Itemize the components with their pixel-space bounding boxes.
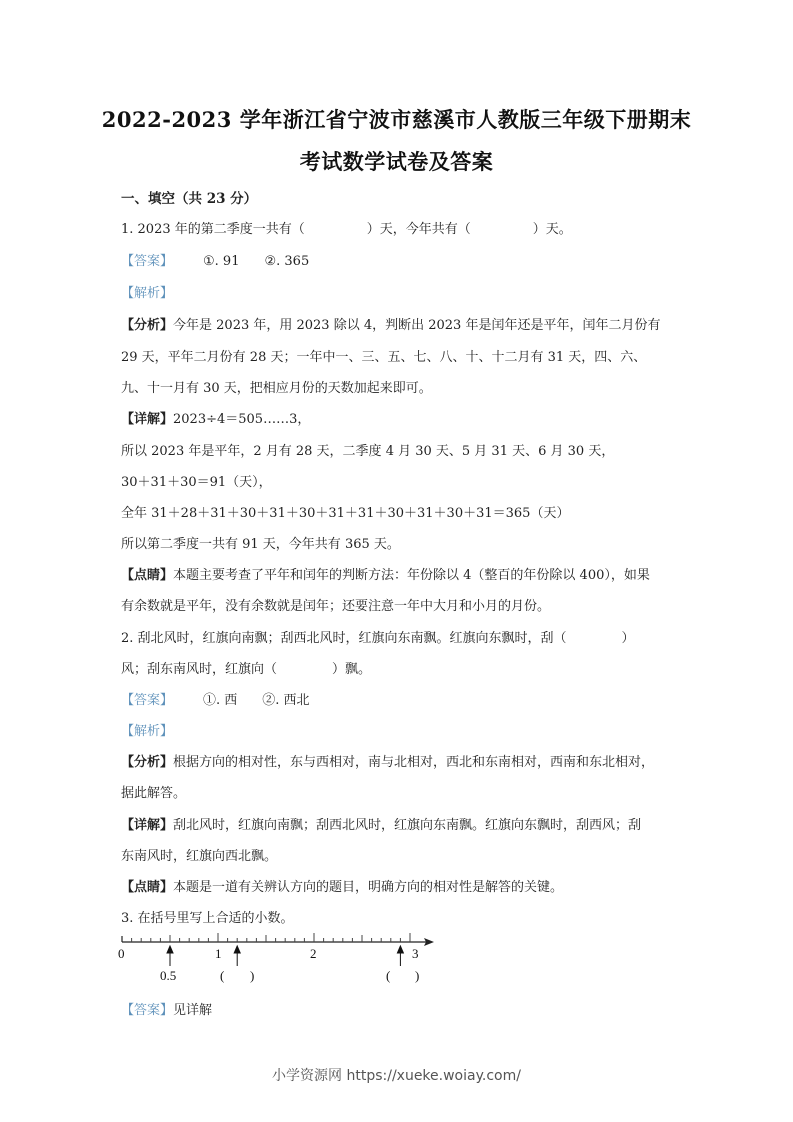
q2-xiangjie-1 [121, 814, 641, 833]
arrow-up-icon [234, 946, 240, 953]
tick-label-3: 3 [412, 946, 419, 961]
number-line-figure [112, 928, 452, 988]
fenxi-label: 【分析】 [121, 755, 174, 770]
page-title-line-2: 考试数学试卷及答案 [299, 149, 494, 174]
q2-fenxi-2: 据此解答。 [121, 786, 187, 801]
answer-text: 见详解 [173, 1003, 213, 1018]
answer-2: ②. 西北 [262, 693, 310, 708]
q1-fenxi-2: 29 天，平年二月份有 28 天；一年中一、三、五、七、八、十、十二月有 31 天，四、六、 [121, 350, 647, 365]
marked-label-0-5: 0.5 [160, 968, 177, 983]
section-heading: 一、填空（共 23 分） [121, 191, 258, 207]
q1-xiangjie-4: 全年 31＋28＋31＋30＋31＋30＋31＋31＋30＋31＋30＋31＝365（天） [121, 506, 570, 521]
q2-answer [121, 689, 310, 708]
q1-answer [121, 250, 309, 269]
xiangjie-label: 【详解】 [121, 412, 174, 427]
tick-label-0: 0 [118, 946, 125, 961]
tick-label-2: 2 [310, 946, 317, 961]
q2-stem-part: 2. 刮北风时，红旗向南飘；刮西北风时，红旗向东南飘。红旗向东飘时，刮（ [121, 631, 567, 646]
q1-stem-part: ）天。 [532, 222, 572, 237]
blank-1-close: ) [250, 968, 255, 983]
q1-xiangjie-1 [121, 408, 310, 427]
q1-xiangjie-5: 所以第二季度一共有 91 天，今年共有 365 天。 [121, 537, 400, 552]
q1-xiangjie-2: 所以 2023 年是平年，2 月有 28 天，二季度 4 月 30 天、5 月 31 天、6 月 30 天， [121, 444, 615, 459]
answer-label: 【答案】 [121, 1003, 174, 1018]
page-title-line-1: 2022-2023 学年浙江省宁波市慈溪市人教版三年级下册期末 [101, 107, 692, 132]
q2-xiangjie-2: 东南风时，红旗向西北飘。 [121, 849, 278, 864]
q1-fenxi-3: 九、十一月有 30 天，把相应月份的天数加起来即可。 [121, 381, 432, 396]
blank-1-open: ( [220, 968, 225, 983]
footer-watermark: 小学资源网 https://xueke.woiay.com/ [272, 1068, 521, 1084]
dianjing-text: 本题主要考查了平年和闰年的判断方法：年份除以 4（整百的年份除以 400），如果 [173, 568, 650, 583]
q1-fenxi-1 [121, 314, 660, 333]
xiangjie-text: 2023÷4＝505……3， [173, 412, 311, 427]
xiangjie-text: 刮北风时，红旗向南飘；刮西北风时，红旗向东南飘。红旗向东飘时，刮西风；刮 [173, 818, 642, 833]
question-2-stem-1 [121, 627, 635, 646]
number-line-ticks [132, 933, 410, 942]
question-2-stem-2 [121, 658, 371, 677]
xiangjie-label: 【详解】 [121, 818, 174, 833]
q1-stem-part: 1. 2023 年的第二季度一共有（ [121, 222, 305, 237]
q2-fenxi-1 [121, 751, 654, 770]
arrow-up-icon [397, 946, 403, 953]
q2-stem-part: 风；刮东南风时，红旗向（ [121, 662, 278, 677]
analysis-label: 【解析】 [121, 724, 174, 739]
fenxi-label: 【分析】 [121, 318, 174, 333]
q1-dianjing-2: 有余数就是平年，没有余数就是闰年；还要注意一年中大月和小月的月份。 [121, 599, 551, 614]
answer-1: ①. 91 [203, 254, 240, 269]
q2-stem-part: ）飘。 [332, 662, 372, 677]
pointer-arrows [167, 946, 403, 966]
fenxi-text: 今年是 2023 年，用 2023 除以 4，判断出 2023 年是闰年还是平年，闰年二月份有 [173, 318, 661, 333]
q1-xiangjie-3: 30＋31＋30＝91（天）， [121, 475, 272, 490]
q3-answer [121, 999, 212, 1018]
q2-stem-part: ） [621, 631, 635, 646]
tick-label-1: 1 [215, 946, 222, 961]
answer-1: ①. 西 [203, 693, 238, 708]
q2-dianjing-1 [121, 876, 563, 895]
analysis-label: 【解析】 [121, 286, 174, 301]
question-1-stem [121, 218, 572, 237]
arrow-up-icon [167, 946, 173, 953]
blank-2-open: ( [386, 968, 391, 983]
q1-dianjing-1 [121, 564, 650, 583]
dianjing-label: 【点睛】 [121, 880, 174, 895]
answer-label: 【答案】 [121, 693, 174, 708]
dianjing-label: 【点睛】 [121, 568, 174, 583]
dianjing-text: 本题是一道有关辨认方向的题目，明确方向的相对性是解答的关键。 [173, 880, 564, 895]
answer-label: 【答案】 [121, 254, 174, 269]
answer-2: ②. 365 [264, 254, 310, 269]
q1-stem-part: ）天，今年共有（ [366, 222, 471, 237]
fenxi-text: 根据方向的相对性，东与西相对，南与北相对，西北和东南相对，西南和东北相对， [173, 755, 655, 770]
blank-2-close: ) [415, 968, 420, 983]
question-3-stem: 3. 在括号里写上合适的小数。 [121, 911, 294, 926]
